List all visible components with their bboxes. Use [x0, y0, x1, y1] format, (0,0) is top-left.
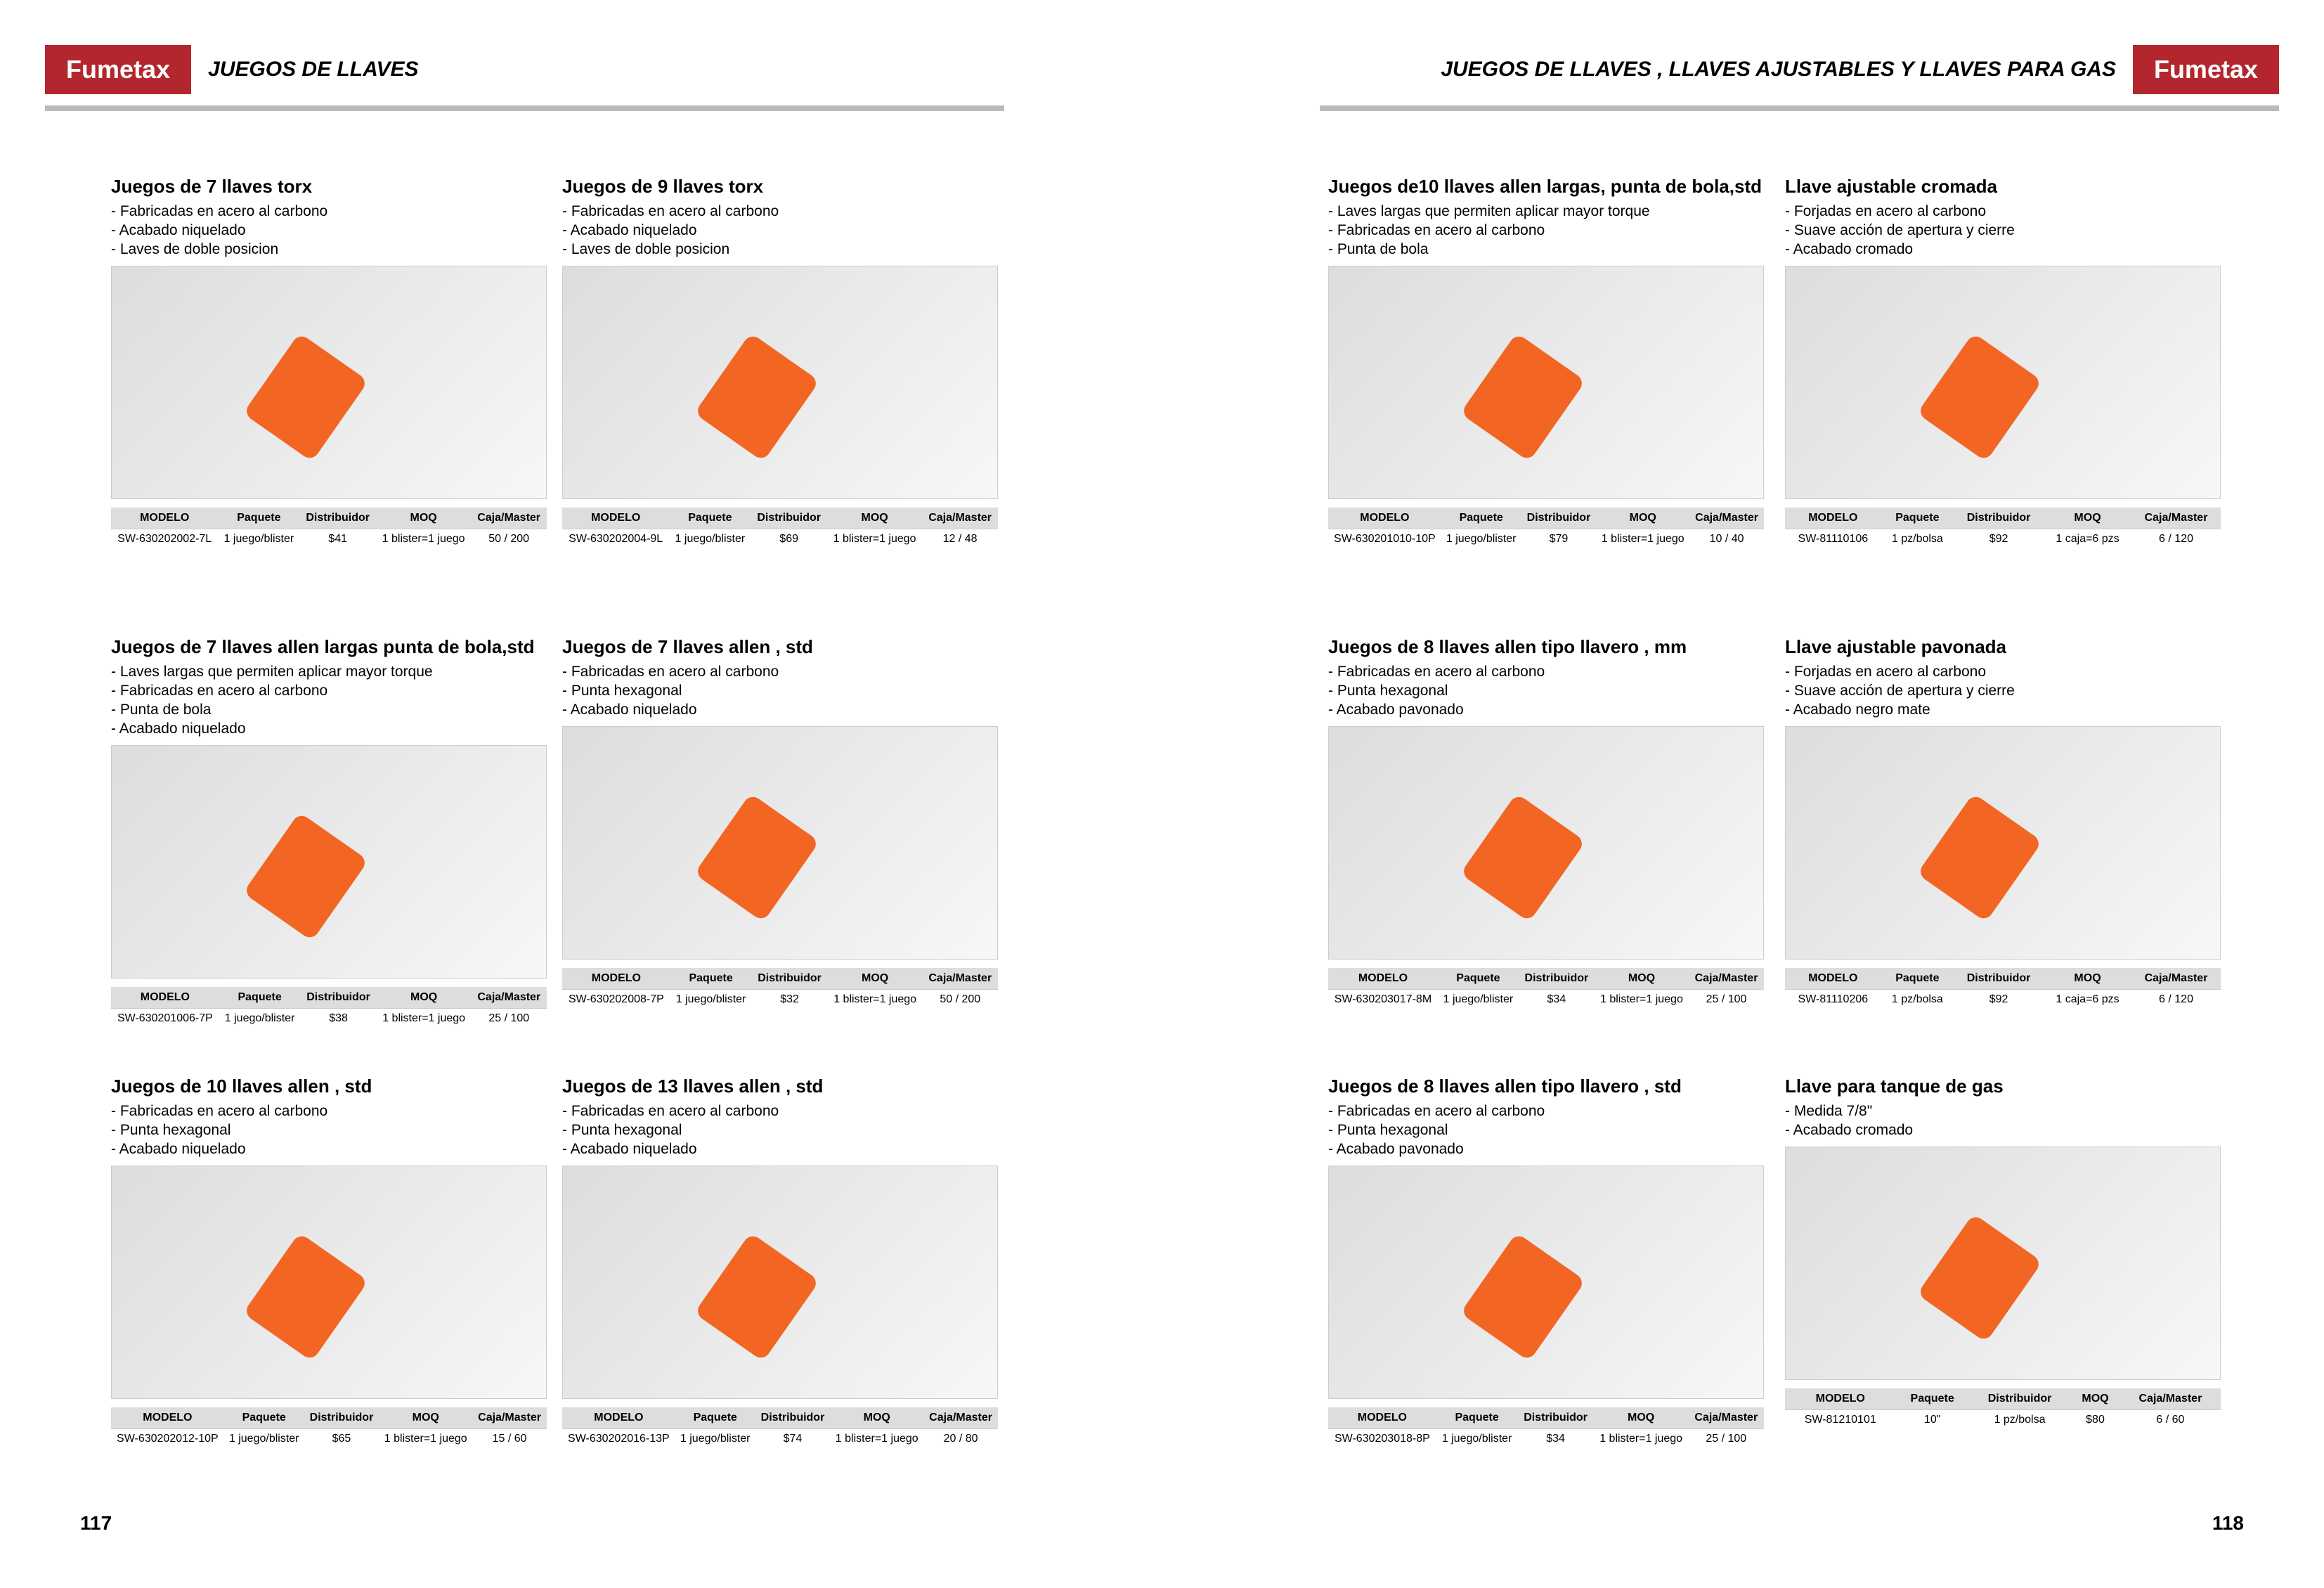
column-header: Distribuidor: [299, 508, 376, 529]
product-card: [1328, 636, 1764, 1009]
table-cell: $65: [304, 1429, 379, 1450]
feature: - Laves de doble posicion: [111, 241, 279, 257]
table-cell: 1 juego/blister: [219, 1009, 301, 1029]
column-header: Distribuidor: [1954, 508, 2044, 529]
product-title: Llave ajustable pavonada: [1785, 636, 2007, 657]
table-cell: 25 / 100: [1689, 990, 1764, 1010]
product-title: Juegos de 7 llaves torx: [111, 176, 313, 197]
column-header: Paquete: [1881, 968, 1954, 990]
column-header: Caja/Master: [1689, 968, 1764, 990]
column-header: MODELO: [1328, 968, 1438, 990]
feature: - Acabado pavonado: [1328, 1141, 1464, 1157]
product-image: [1328, 1166, 1764, 1399]
column-header: Paquete: [669, 508, 751, 529]
product-card: [1785, 1076, 2221, 1430]
table-cell: 12 / 48: [922, 529, 998, 550]
table-cell: $74: [755, 1429, 831, 1450]
table-cell: 1 blister=1 juego: [827, 529, 922, 550]
feature: - Fabricadas en acero al carbono: [1328, 1103, 1545, 1119]
column-header: MOQ: [1594, 1407, 1689, 1429]
product-title: Juegos de 7 llaves allen largas punta de bola,std: [111, 636, 535, 657]
column-header: Distribuidor: [304, 1407, 379, 1429]
product-image: [1785, 726, 2221, 960]
feature: - Acabado cromado: [1785, 241, 1914, 257]
feature: - Punta de bola: [1328, 241, 1429, 257]
table-cell: SW-630202002-7L: [111, 529, 218, 550]
column-header: MOQ: [2044, 968, 2131, 990]
column-header: Caja/Master: [472, 987, 547, 1009]
feature: - Acabado niquelado: [111, 1141, 246, 1157]
table-cell: $92: [1954, 529, 2044, 550]
feature: - Acabado pavonado: [1328, 702, 1464, 718]
table-cell: $80: [2070, 1410, 2120, 1431]
brand-logo: Fumetax: [45, 45, 191, 94]
column-header: Caja/Master: [2120, 1388, 2221, 1410]
right-rule: [1320, 105, 2279, 111]
column-header: Paquete: [224, 1407, 304, 1429]
column-header: Distribuidor: [751, 968, 827, 990]
column-header: Paquete: [1441, 508, 1521, 529]
table-cell: 1 pz/bolsa: [1969, 1410, 2070, 1431]
column-header: Distribuidor: [1521, 508, 1597, 529]
product-image: [562, 266, 998, 499]
product-title: Juegos de 7 llaves allen , std: [562, 636, 813, 657]
brand-logo-right: Fumetax: [2133, 45, 2279, 94]
product-card: [111, 1076, 547, 1449]
product-image: [562, 726, 998, 960]
column-header: Paquete: [1895, 1388, 1968, 1410]
table-cell: 1 juego/blister: [669, 529, 751, 550]
feature: - Acabado cromado: [1785, 1122, 1914, 1138]
feature: - Fabricadas en acero al carbono: [562, 664, 779, 680]
feature: - Medida 7/8": [1785, 1103, 1873, 1119]
column-header: Distribuidor: [1517, 1407, 1593, 1429]
table-cell: SW-81110206: [1785, 990, 1881, 1010]
table-cell: 1 blister=1 juego: [830, 1429, 923, 1450]
feature: - Laves largas que permiten aplicar mayor torque: [1328, 203, 1650, 219]
table-cell: SW-81210101: [1785, 1410, 1895, 1431]
table-cell: 1 blister=1 juego: [379, 1429, 472, 1450]
table-cell: $34: [1519, 990, 1595, 1010]
column-header: MODELO: [1328, 508, 1441, 529]
table-cell: 1 blister=1 juego: [828, 990, 923, 1010]
column-header: MOQ: [2044, 508, 2131, 529]
column-header: MODELO: [1785, 508, 1881, 529]
product-image: [111, 266, 547, 499]
column-header: Caja/Master: [923, 1407, 998, 1429]
table-cell: 6 / 120: [2131, 990, 2221, 1010]
table-cell: $69: [751, 529, 827, 550]
product-card: [111, 636, 547, 1028]
column-header: Caja/Master: [2131, 508, 2221, 529]
feature: - Acabado niquelado: [111, 222, 246, 238]
product-card: [1785, 176, 2221, 549]
feature: - Punta de bola: [111, 702, 212, 718]
product-image: [1785, 1147, 2221, 1380]
table-cell: SW-630201010-10P: [1328, 529, 1441, 550]
column-header: MOQ: [377, 987, 472, 1009]
product-image: [1785, 266, 2221, 499]
product-image: [111, 745, 547, 979]
table-cell: $34: [1517, 1429, 1593, 1450]
table-cell: SW-630202008-7P: [562, 990, 670, 1010]
table-cell: $41: [299, 529, 376, 550]
table-cell: SW-630201006-7P: [111, 1009, 219, 1029]
product-title: Juegos de 8 llaves allen tipo llavero , mm: [1328, 636, 1687, 657]
column-header: Paquete: [1438, 968, 1519, 990]
column-header: MOQ: [379, 1407, 472, 1429]
column-header: MOQ: [376, 508, 471, 529]
table-cell: 1 juego/blister: [1441, 529, 1521, 550]
column-header: MOQ: [1595, 968, 1689, 990]
feature: - Acabado negro mate: [1785, 702, 1930, 718]
column-header: MOQ: [827, 508, 922, 529]
column-header: MOQ: [830, 1407, 923, 1429]
feature: - Acabado niquelado: [562, 222, 697, 238]
column-header: Caja/Master: [1689, 1407, 1764, 1429]
table-cell: 15 / 60: [472, 1429, 547, 1450]
table-cell: 50 / 200: [923, 990, 998, 1010]
product-title: Juegos de 8 llaves allen tipo llavero , std: [1328, 1076, 1682, 1097]
product-title: Juegos de 10 llaves allen , std: [111, 1076, 372, 1097]
feature: - Suave acción de apertura y cierre: [1785, 683, 2015, 699]
column-header: Distribuidor: [751, 508, 827, 529]
column-header: Paquete: [1436, 1407, 1518, 1429]
table-cell: 20 / 80: [923, 1429, 998, 1450]
table-cell: 1 juego/blister: [224, 1429, 304, 1450]
product-card: [1328, 1076, 1764, 1449]
feature: - Fabricadas en acero al carbono: [562, 203, 779, 219]
left-rule: [45, 105, 1004, 111]
table-cell: SW-630202004-9L: [562, 529, 669, 550]
column-header: Distribuidor: [1519, 968, 1595, 990]
column-header: MODELO: [562, 1407, 675, 1429]
table-cell: SW-81110106: [1785, 529, 1881, 550]
column-header: Caja/Master: [2131, 968, 2221, 990]
feature: - Acabado niquelado: [562, 702, 697, 718]
column-header: MOQ: [828, 968, 923, 990]
table-cell: 1 blister=1 juego: [377, 1009, 472, 1029]
table-cell: 1 pz/bolsa: [1881, 990, 1954, 1010]
column-header: MODELO: [1785, 1388, 1895, 1410]
feature: - Fabricadas en acero al carbono: [562, 1103, 779, 1119]
column-header: Distribuidor: [755, 1407, 831, 1429]
product-image: [1328, 726, 1764, 960]
column-header: Distribuidor: [300, 987, 376, 1009]
column-header: MODELO: [111, 987, 219, 1009]
table-cell: 50 / 200: [471, 529, 547, 550]
table-cell: SW-630203017-8M: [1328, 990, 1438, 1010]
column-header: MODELO: [562, 968, 670, 990]
table-cell: $92: [1954, 990, 2044, 1010]
table-cell: $38: [300, 1009, 376, 1029]
feature: - Punta hexagonal: [1328, 683, 1448, 699]
right-title: JUEGOS DE LLAVES , LLAVES AJUSTABLES Y LLAVES PARA GAS: [1441, 58, 2116, 81]
left-header: [45, 45, 419, 94]
feature: - Laves largas que permiten aplicar mayor torque: [111, 664, 433, 680]
left-title: JUEGOS DE LLAVES: [208, 58, 419, 81]
table-cell: 1 caja=6 pzs: [2044, 529, 2131, 550]
table-cell: 1 juego/blister: [218, 529, 299, 550]
product-image: [111, 1166, 547, 1399]
table-cell: 1 caja=6 pzs: [2044, 990, 2131, 1010]
product-title: Llave ajustable cromada: [1785, 176, 1998, 197]
column-header: Caja/Master: [922, 508, 998, 529]
feature: - Fabricadas en acero al carbono: [1328, 664, 1545, 680]
table-cell: SW-630202012-10P: [111, 1429, 224, 1450]
table-cell: $32: [751, 990, 827, 1010]
column-header: Paquete: [1881, 508, 1954, 529]
column-header: Distribuidor: [1969, 1388, 2070, 1410]
feature: - Punta hexagonal: [562, 1122, 682, 1138]
column-header: MODELO: [111, 1407, 224, 1429]
column-header: MOQ: [2070, 1388, 2120, 1410]
table-cell: 10 / 40: [1689, 529, 1764, 550]
table-cell: SW-630203018-8P: [1328, 1429, 1436, 1450]
column-header: MODELO: [111, 508, 218, 529]
page-number-right: 118: [2212, 1512, 2244, 1534]
column-header: Paquete: [219, 987, 301, 1009]
feature: - Punta hexagonal: [562, 683, 682, 699]
feature: - Fabricadas en acero al carbono: [111, 203, 328, 219]
feature: - Fabricadas en acero al carbono: [1328, 222, 1545, 238]
table-cell: 25 / 100: [472, 1009, 547, 1029]
product-image: [562, 1166, 998, 1399]
column-header: MODELO: [562, 508, 669, 529]
product-card: [562, 1076, 998, 1449]
column-header: Caja/Master: [1689, 508, 1764, 529]
table-cell: 1 juego/blister: [675, 1429, 755, 1450]
feature: - Forjadas en acero al carbono: [1785, 203, 1986, 219]
column-header: MODELO: [1328, 1407, 1436, 1429]
feature: - Acabado niquelado: [562, 1141, 697, 1157]
table-cell: 10": [1895, 1410, 1968, 1431]
table-cell: 1 blister=1 juego: [376, 529, 471, 550]
product-image: [1328, 266, 1764, 499]
table-cell: 1 juego/blister: [1436, 1429, 1518, 1450]
column-header: Distribuidor: [1954, 968, 2044, 990]
column-header: Paquete: [218, 508, 299, 529]
table-cell: 1 blister=1 juego: [1594, 1429, 1689, 1450]
table-cell: $79: [1521, 529, 1597, 550]
table-cell: SW-630202016-13P: [562, 1429, 675, 1450]
product-title: Juegos de 13 llaves allen , std: [562, 1076, 824, 1097]
column-header: Caja/Master: [472, 1407, 547, 1429]
table-cell: 6 / 60: [2120, 1410, 2221, 1431]
right-header: [1441, 45, 2279, 94]
table-cell: 6 / 120: [2131, 529, 2221, 550]
page-number-left: 117: [80, 1512, 112, 1534]
column-header: Paquete: [670, 968, 752, 990]
column-header: Caja/Master: [471, 508, 547, 529]
product-title: Juegos de 9 llaves torx: [562, 176, 764, 197]
product-card: [562, 636, 998, 1009]
column-header: Paquete: [675, 1407, 755, 1429]
feature: - Punta hexagonal: [1328, 1122, 1448, 1138]
product-title: Llave para tanque de gas: [1785, 1076, 2004, 1097]
product-card: [1785, 636, 2221, 1009]
column-header: MOQ: [1596, 508, 1689, 529]
table-cell: 1 pz/bolsa: [1881, 529, 1954, 550]
table-cell: 1 blister=1 juego: [1595, 990, 1689, 1010]
feature: - Laves de doble posicion: [562, 241, 730, 257]
feature: - Fabricadas en acero al carbono: [111, 1103, 328, 1119]
product-title: Juegos de10 llaves allen largas, punta de bola,std: [1328, 176, 1762, 197]
product-card: [111, 176, 547, 549]
feature: - Fabricadas en acero al carbono: [111, 683, 328, 699]
product-card: [562, 176, 998, 549]
product-card: [1328, 176, 1764, 549]
table-cell: 1 juego/blister: [1438, 990, 1519, 1010]
column-header: Caja/Master: [923, 968, 998, 990]
table-cell: 1 juego/blister: [670, 990, 752, 1010]
feature: - Acabado niquelado: [111, 721, 246, 737]
column-header: MODELO: [1785, 968, 1881, 990]
table-cell: 1 blister=1 juego: [1596, 529, 1689, 550]
feature: - Punta hexagonal: [111, 1122, 231, 1138]
table-cell: 25 / 100: [1689, 1429, 1764, 1450]
feature: - Suave acción de apertura y cierre: [1785, 222, 2015, 238]
feature: - Forjadas en acero al carbono: [1785, 664, 1986, 680]
